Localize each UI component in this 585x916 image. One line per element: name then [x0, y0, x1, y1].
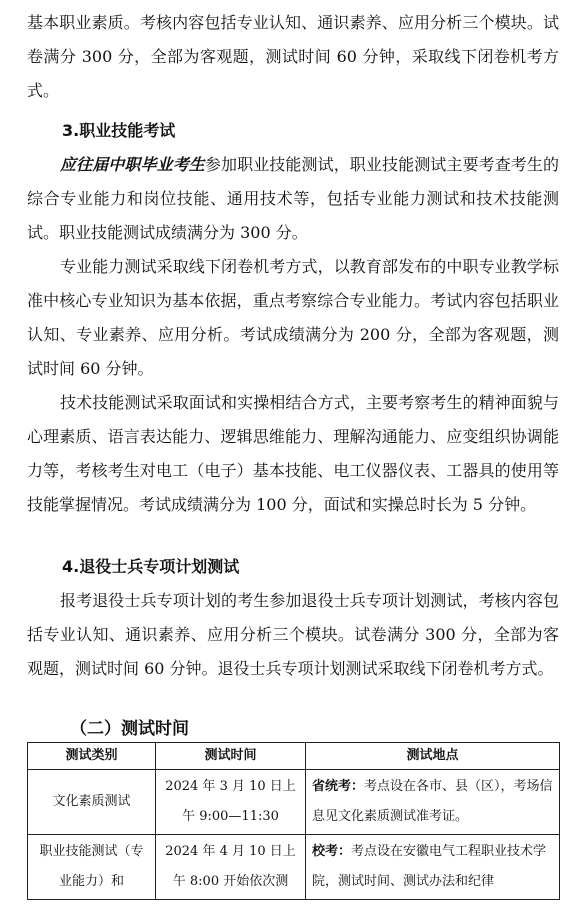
cell-category: 文化素质测试 — [28, 770, 156, 835]
cell-location — [306, 770, 560, 835]
paragraph-text: 参加职业技能测试，职业技能测试主要考查考生的综合专业能力和岗位技能、通用技术等，包括专业能力测试和技术技能测试。职业技能测试成绩满分为 300 分。 — [27, 155, 559, 242]
cell-location — [306, 835, 560, 900]
cell-time: 2024 年 4 月 10 日上午 8:00 开始依次测 — [156, 835, 306, 900]
cell-category: 职业技能测试（专业能力）和 — [28, 835, 156, 900]
cell-time: 2024 年 3 月 10 日上午 9:00—11:30 — [156, 770, 306, 835]
location-label: 校考： — [312, 844, 352, 859]
schedule-table — [27, 742, 560, 900]
section-heading-test-time: （二）测试时间 — [70, 719, 189, 739]
section-heading-vocational-skills: 3.职业技能考试 — [62, 121, 176, 140]
section-heading-veterans: 4.退役士兵专项计划测试 — [62, 557, 240, 576]
location-text: 考点设在各市、县（区），考场信息见文化素质测试准考证。 — [312, 779, 553, 824]
header-test-location: 测试地点 — [306, 743, 560, 770]
paragraph-professional-ability-test: 专业能力测试采取线下闭卷机考方式，以教育部发布的中职专业教学标准中核心专业知识为基本依据，重点考察综合专业能力。考试内容包括职业认知、专业素养、应用分析。考试成绩满分为 200 分，全部为客观题，测试时间 60 分钟。 — [27, 257, 559, 378]
location-label: 省统考： — [312, 779, 365, 794]
paragraph-veterans-test: 报考退役士兵专项计划的考生参加退役士兵专项计划测试，考核内容包括专业认知、通识素养、应用分析三个模块。试卷满分 300 分，全部为客观题，测试时间 60 分钟。退役士兵专项计划测试采取线下闭卷机考方式。 — [27, 591, 559, 678]
paragraph-technical-skills-test: 技术技能测试采取面试和实操相结合方式，主要考察考生的精神面貌与心理素质、语言表达能力、逻辑思维能力、理解沟通能力、应变组织协调能力等，考核考生对电工（电子）基本技能、电工仪器仪表、工器具的使用等技能掌握情况。考试成绩满分为 100 分，面试和实操总时长为 5 分钟。 — [27, 393, 559, 514]
table-row — [28, 770, 560, 835]
header-test-time: 测试时间 — [156, 743, 306, 770]
table-header-row — [28, 743, 560, 770]
paragraph-vocational-skills-intro — [27, 148, 559, 250]
table-row — [28, 835, 560, 900]
location-text: 考点设在安徽电气工程职业技术学院，测试时间、测试办法和纪律 — [312, 844, 547, 889]
emphasis-graduates: 应往届中职毕业考生 — [60, 155, 205, 174]
header-test-category: 测试类别 — [28, 743, 156, 770]
paragraph-cultural-test-intro: 基本职业素质。考核内容包括专业认知、通识素养、应用分析三个模块。试卷满分 300 分，全部为客观题，测试时间 60 分钟，采取线下闭卷机考方式。 — [27, 13, 559, 100]
